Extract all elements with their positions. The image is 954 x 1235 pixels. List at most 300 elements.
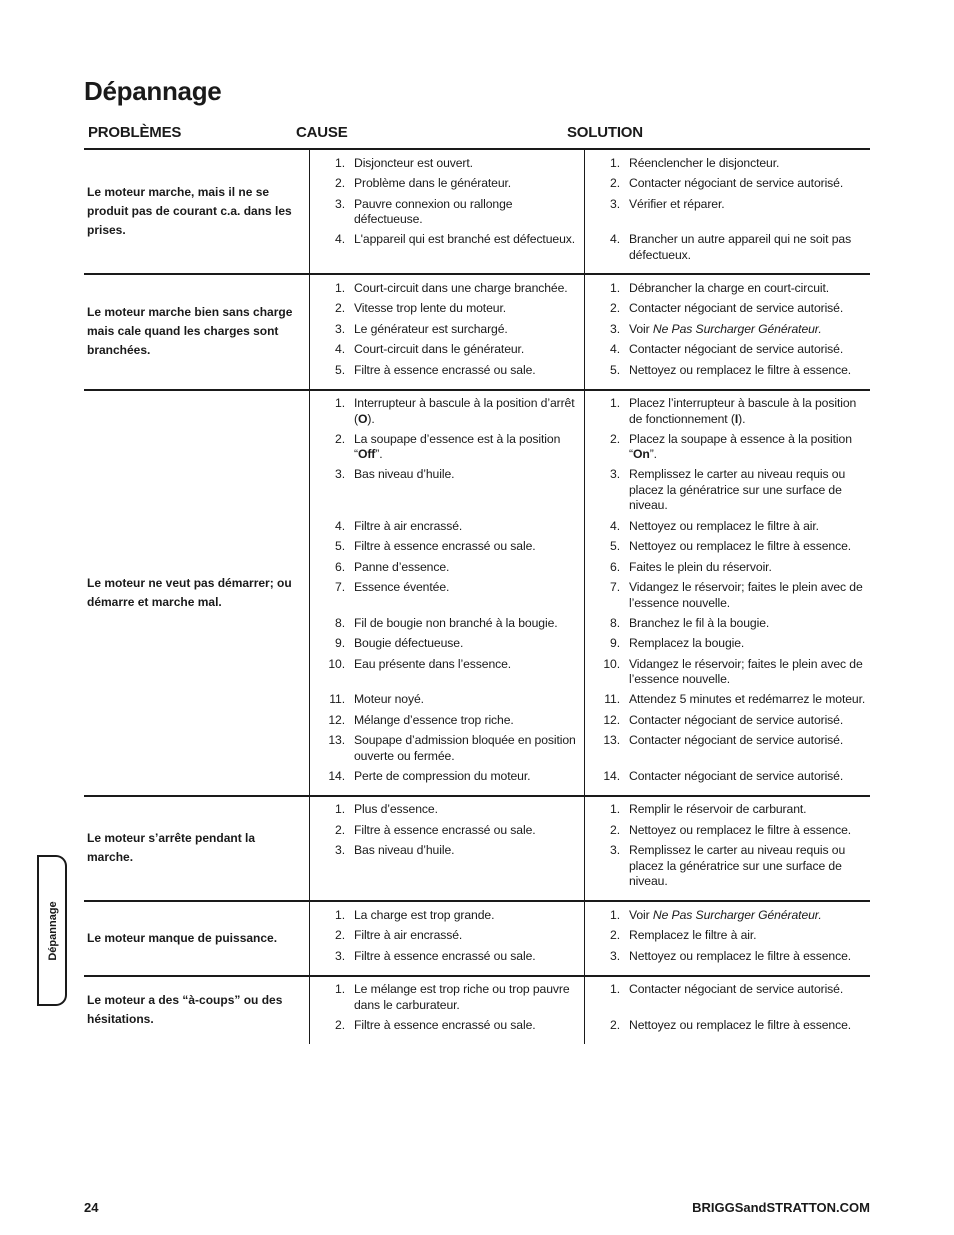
solution-text: [629, 281, 870, 297]
cause-cell: [310, 149, 585, 274]
solution-cell: [585, 390, 871, 796]
cause-number: 10.: [328, 656, 345, 671]
solution-text-main: Branchez le fil à la bougie.: [629, 615, 770, 630]
cause-text-main: L'appareil qui est branché est défectueux.: [354, 232, 576, 246]
cause-number: 4.: [335, 232, 345, 246]
cause-text-main: Soupape d’admission bloquée en position ouverte ou fermée.: [354, 733, 576, 763]
solution-text: [629, 982, 870, 1013]
solution-text: [629, 802, 870, 818]
solution-text-after: ”.: [649, 447, 657, 461]
cause-cell: [310, 901, 585, 976]
cause-item: [310, 197, 580, 228]
cause-text-main: Problème dans le générateur.: [354, 176, 512, 190]
solution-number: 4.: [610, 518, 620, 533]
solution-text-main: Remplacez le filtre à air.: [629, 928, 757, 942]
cause-text: [354, 363, 580, 379]
solution-number: 9.: [610, 636, 620, 650]
solution-number: 3.: [610, 196, 620, 211]
solution-item: [585, 616, 870, 632]
solution-text-main: Remplissez le carter au niveau requis ou placez la génératrice sur une surface de niveau.: [629, 467, 846, 512]
cause-text: [354, 982, 580, 1013]
cause-number: 4.: [335, 518, 345, 533]
cause-item: [310, 322, 580, 338]
problem-cell: Le moteur s’arrête pendant la marche.: [84, 796, 310, 902]
cause-text: [354, 802, 580, 818]
solution-number: 5.: [610, 539, 620, 553]
solution-text-main: Contacter négociant de service autorisé.: [629, 768, 844, 783]
solution-item: [585, 396, 870, 427]
cause-number: 14.: [328, 768, 345, 783]
cause-item: [310, 713, 580, 729]
solution-number: 1.: [610, 802, 620, 816]
solution-item: [585, 432, 870, 463]
cause-text-after: ”.: [375, 447, 383, 461]
cause-item: [310, 580, 580, 611]
cause-number: 1.: [335, 802, 345, 816]
solution-item: [585, 928, 870, 944]
cause-text-main: Le générateur est surchargé.: [354, 321, 508, 336]
cause-number: 2.: [335, 301, 345, 315]
cause-number: 3.: [335, 948, 345, 963]
cause-item: [310, 432, 580, 463]
cause-text: [354, 301, 580, 317]
solution-text: [629, 560, 870, 576]
cause-text: [354, 519, 580, 535]
solution-text: [629, 692, 870, 708]
cause-item: [310, 769, 580, 785]
cause-text-main: Filtre à air encrassé.: [354, 928, 463, 942]
solution-number: 2.: [610, 928, 620, 942]
cause-item: [310, 843, 580, 890]
cause-text-main: Filtre à essence encrassé ou sale.: [354, 948, 536, 963]
solution-cell: [585, 796, 871, 902]
solution-text-main: Contacter négociant de service autorisé.: [629, 982, 844, 996]
cause-cell: [310, 274, 585, 390]
cause-item: [310, 616, 580, 632]
solution-text: [629, 769, 870, 785]
cause-text-main: Pauvre connexion ou rallonge défectueuse.: [354, 196, 513, 226]
cause-text: [354, 616, 580, 632]
solution-item: [585, 301, 870, 317]
solution-text-main: Voir: [629, 907, 653, 922]
cause-number: 5.: [335, 539, 345, 553]
cause-text-main: Filtre à essence encrassé ou sale.: [354, 822, 536, 837]
cause-item: [310, 519, 580, 535]
solution-text: [629, 580, 870, 611]
cause-number: 6.: [335, 559, 345, 574]
cause-text-main: Bas niveau d’huile.: [354, 843, 455, 857]
solution-text: [629, 539, 870, 555]
solution-number: 1.: [610, 907, 620, 922]
problem-cell: Le moteur manque de puissance.: [84, 901, 310, 976]
solution-item: [585, 467, 870, 514]
cause-item: [310, 733, 580, 764]
cause-text: [354, 580, 580, 611]
cause-text: [354, 560, 580, 576]
page-title: Dépannage: [84, 76, 222, 106]
solution-list: [585, 281, 870, 379]
solution-text-main: Remplacez la bougie.: [629, 636, 745, 650]
cause-text: [354, 823, 580, 839]
solution-number: 2.: [610, 431, 620, 446]
solution-text-main: Contacter négociant de service autorisé.: [629, 176, 844, 190]
solution-item: [585, 823, 870, 839]
cause-text-main: Filtre à essence encrassé ou sale.: [354, 362, 536, 377]
problem-cell: Le moteur ne veut pas démarrer; ou démarre et marche mal.: [84, 390, 310, 796]
cause-text-main: Interrupteur à bascule à la position d’arrêt (: [354, 396, 575, 426]
solution-text: [629, 232, 870, 263]
cause-number: 9.: [335, 636, 345, 650]
cause-text: [354, 281, 580, 297]
solution-number: 2.: [610, 301, 620, 315]
solution-number: 3.: [610, 321, 620, 336]
solution-item: [585, 342, 870, 358]
cause-number: 12.: [328, 712, 345, 727]
cause-text: [354, 432, 580, 463]
solution-text-main: Remplissez le carter au niveau requis ou placez la génératrice sur une surface de niveau.: [629, 843, 846, 888]
problem-cell: Le moteur marche bien sans charge mais cale quand les charges sont branchées.: [84, 274, 310, 390]
cause-text-main: Fil de bougie non branché à la bougie.: [354, 615, 558, 630]
problem-row: [84, 274, 870, 390]
cause-number: 2.: [335, 928, 345, 942]
solution-number: 8.: [610, 615, 620, 630]
solution-text-main: Nettoyez ou remplacez le filtre à essence.: [629, 948, 852, 963]
solution-text: [629, 928, 870, 944]
cause-item: [310, 982, 580, 1013]
solution-item: [585, 949, 870, 965]
solution-cell: [585, 149, 871, 274]
solution-number: 3.: [610, 843, 620, 857]
cause-text: [354, 949, 580, 965]
solution-text-main: Réenclencher le disjoncteur.: [629, 155, 780, 170]
solution-text: [629, 823, 870, 839]
solution-number: 2.: [610, 822, 620, 837]
cause-item: [310, 539, 580, 555]
cause-text: [354, 156, 580, 172]
solution-list: [585, 396, 870, 785]
solution-text: [629, 733, 870, 764]
solution-item: [585, 982, 870, 1013]
cause-item: [310, 657, 580, 688]
solution-cell: [585, 901, 871, 976]
cause-text: [354, 692, 580, 708]
cause-text-main: La charge est trop grande.: [354, 907, 495, 922]
solution-text-italic: Ne Pas Surcharger Générateur.: [652, 321, 822, 336]
cause-item: [310, 301, 580, 317]
cause-text-main: Panne d’essence.: [354, 559, 450, 574]
cause-number: 3.: [335, 467, 345, 481]
solution-list: [585, 802, 870, 890]
website-url: BRIGGSandSTRATTON.COM: [692, 1200, 870, 1215]
solution-item: [585, 843, 870, 890]
cause-cell: [310, 390, 585, 796]
problem-row: [84, 901, 870, 976]
cause-text: [354, 176, 580, 192]
solution-item: [585, 580, 870, 611]
cause-text: [354, 322, 580, 338]
cause-list: [310, 982, 580, 1034]
cause-text: [354, 396, 580, 427]
cause-text-main: Bas niveau d’huile.: [354, 467, 455, 481]
solution-text: [629, 467, 870, 514]
solution-text-main: Remplir le réservoir de carburant.: [629, 802, 807, 816]
solution-text-main: Nettoyez ou remplacez le filtre à essence.: [629, 362, 852, 377]
solution-text-bold: On: [632, 447, 650, 461]
cause-text: [354, 467, 580, 514]
cause-text-main: Eau présente dans l’essence.: [354, 656, 512, 671]
cause-text: [354, 1018, 580, 1034]
header-solution: SOLUTION: [567, 124, 643, 141]
cause-text: [354, 713, 580, 729]
solution-text: [629, 156, 870, 172]
problem-cell: Le moteur a des “à-coups” ou des hésitations.: [84, 976, 310, 1044]
cause-item: [310, 560, 580, 576]
solution-text: [629, 616, 870, 632]
solution-text: [629, 396, 870, 427]
solution-item: [585, 1018, 870, 1034]
solution-number: 10.: [603, 656, 620, 671]
header-cause: CAUSE: [296, 124, 348, 141]
solution-item: [585, 197, 870, 228]
troubleshooting-table: [84, 148, 870, 1044]
solution-item: [585, 281, 870, 297]
cause-text-main: Filtre à essence encrassé ou sale.: [354, 539, 536, 553]
cause-item: [310, 156, 580, 172]
solution-number: 13.: [603, 733, 620, 747]
solution-text-main: Contacter négociant de service autorisé.: [629, 733, 844, 747]
solution-text-main: Placez la soupape à essence à la position “: [629, 431, 852, 461]
solution-text: [629, 713, 870, 729]
solution-text: [629, 363, 870, 379]
problem-row: [84, 390, 870, 796]
solution-item: [585, 769, 870, 785]
cause-number: 2.: [335, 176, 345, 190]
cause-number: 13.: [328, 733, 345, 747]
cause-number: 1.: [335, 907, 345, 922]
cause-text-main: Mélange d’essence trop riche.: [354, 712, 514, 727]
cause-list: [310, 281, 580, 379]
solution-item: [585, 908, 870, 924]
solution-number: 3.: [610, 467, 620, 481]
cause-text-main: Disjoncteur est ouvert.: [354, 155, 473, 170]
cause-text-main: Vitesse trop lente du moteur.: [354, 301, 507, 315]
solution-text-main: Nettoyez ou remplacez le filtre à essence.: [629, 1017, 852, 1032]
solution-text-main: Voir: [629, 321, 653, 336]
solution-number: 1.: [610, 396, 620, 410]
solution-item: [585, 733, 870, 764]
cause-text-main: Essence éventée.: [354, 580, 450, 594]
solution-text: [629, 432, 870, 463]
solution-item: [585, 713, 870, 729]
cause-number: 4.: [335, 342, 345, 356]
cause-item: [310, 636, 580, 652]
solution-item: [585, 539, 870, 555]
cause-text-bold: O: [357, 411, 368, 426]
cause-number: 3.: [335, 321, 345, 336]
solution-text: [629, 322, 870, 338]
solution-text-main: Brancher un autre appareil qui ne soit pas défectueux.: [629, 232, 852, 262]
cause-text: [354, 197, 580, 228]
solution-number: 2.: [610, 176, 620, 190]
solution-text: [629, 1018, 870, 1034]
solution-text: [629, 636, 870, 652]
cause-text: [354, 342, 580, 358]
cause-number: 1.: [335, 280, 345, 295]
cause-list: [310, 908, 580, 965]
solution-text-main: Contacter négociant de service autorisé.: [629, 301, 844, 315]
solution-text: [629, 657, 870, 688]
cause-number: 1.: [335, 982, 345, 996]
cause-number: 1.: [335, 155, 345, 170]
cause-item: [310, 1018, 580, 1034]
solution-cell: [585, 976, 871, 1044]
solution-list: [585, 156, 870, 264]
cause-item: [310, 232, 580, 263]
cause-number: 3.: [335, 843, 345, 857]
cause-text-main: Filtre à air encrassé.: [354, 518, 463, 533]
solution-text-main: Contacter négociant de service autorisé.: [629, 342, 844, 356]
solution-list: [585, 982, 870, 1034]
cause-text-main: Filtre à essence encrassé ou sale.: [354, 1017, 536, 1032]
solution-cell: [585, 274, 871, 390]
solution-number: 3.: [610, 948, 620, 963]
cause-text: [354, 657, 580, 688]
side-tab-label: Dépannage: [47, 901, 59, 961]
solution-number: 1.: [610, 982, 620, 996]
problem-row: [84, 796, 870, 902]
solution-text-main: Nettoyez ou remplacez le filtre à air.: [629, 518, 819, 533]
troubleshooting-table-body: [84, 149, 870, 1044]
solution-number: 11.: [604, 692, 620, 706]
solution-number: 1.: [610, 280, 620, 295]
cause-text-main: Le mélange est trop riche ou trop pauvre dans le carburateur.: [354, 982, 570, 1012]
header-problems: PROBLÈMES: [88, 124, 182, 141]
solution-list: [585, 908, 870, 965]
cause-number: 5.: [335, 362, 345, 377]
cause-item: [310, 176, 580, 192]
solution-text-after: ).: [738, 411, 746, 426]
cause-item: [310, 692, 580, 708]
solution-text-bold: I: [734, 411, 739, 426]
cause-item: [310, 281, 580, 297]
solution-text: [629, 176, 870, 192]
solution-text-main: Placez l’interrupteur à bascule à la position de fonctionnement (: [629, 396, 857, 426]
solution-item: [585, 560, 870, 576]
cause-cell: [310, 976, 585, 1044]
cause-item: [310, 949, 580, 965]
cause-text: [354, 636, 580, 652]
solution-text-main: Vidangez le réservoir; faites le plein avec de l’essence nouvelle.: [629, 656, 863, 686]
cause-item: [310, 467, 580, 514]
solution-text-main: Vérifier et réparer.: [629, 196, 725, 211]
cause-text-bold: Off: [357, 447, 376, 461]
solution-text-main: Débrancher la charge en court-circuit.: [629, 280, 830, 295]
solution-number: 7.: [610, 580, 620, 594]
solution-text: [629, 908, 870, 924]
solution-text: [629, 197, 870, 228]
cause-text-main: Perte de compression du moteur.: [354, 768, 531, 783]
solution-text: [629, 519, 870, 535]
cause-number: 2.: [335, 431, 345, 446]
cause-text: [354, 733, 580, 764]
cause-number: 3.: [335, 196, 345, 211]
problem-row: [84, 149, 870, 274]
solution-text-main: Faites le plein du réservoir.: [629, 559, 772, 574]
solution-item: [585, 636, 870, 652]
problem-cell: Le moteur marche, mais il ne se produit pas de courant c.a. dans les prises.: [84, 149, 310, 274]
solution-text-main: Nettoyez ou remplacez le filtre à essence.: [629, 822, 852, 837]
solution-item: [585, 176, 870, 192]
solution-item: [585, 692, 870, 708]
solution-number: 4.: [610, 232, 620, 246]
solution-text-main: Contacter négociant de service autorisé.: [629, 712, 844, 727]
solution-item: [585, 232, 870, 263]
cause-item: [310, 342, 580, 358]
cause-text: [354, 843, 580, 890]
solution-text: [629, 301, 870, 317]
solution-text: [629, 342, 870, 358]
solution-text-main: Nettoyez ou remplacez le filtre à essence.: [629, 539, 852, 553]
solution-text-main: Vidangez le réservoir; faites le plein avec de l’essence nouvelle.: [629, 580, 863, 610]
cause-cell: [310, 796, 585, 902]
cause-number: 11.: [329, 692, 345, 706]
solution-text-main: Attendez 5 minutes et redémarrez le moteur.: [629, 692, 866, 706]
solution-item: [585, 156, 870, 172]
cause-item: [310, 928, 580, 944]
cause-item: [310, 363, 580, 379]
solution-item: [585, 802, 870, 818]
solution-item: [585, 519, 870, 535]
solution-number: 6.: [610, 559, 620, 574]
cause-text-main: Court-circuit dans le générateur.: [354, 342, 525, 356]
cause-text: [354, 908, 580, 924]
cause-item: [310, 802, 580, 818]
cause-text-after: ).: [367, 411, 375, 426]
solution-item: [585, 363, 870, 379]
cause-list: [310, 396, 580, 785]
cause-text-main: Plus d’essence.: [354, 802, 438, 816]
cause-number: 1.: [335, 396, 345, 410]
cause-text-main: La soupape d’essence est à la position “: [354, 431, 561, 461]
cause-list: [310, 156, 580, 264]
cause-text-main: Bougie défectueuse.: [354, 636, 464, 650]
cause-number: 8.: [335, 615, 345, 630]
solution-text: [629, 843, 870, 890]
cause-text: [354, 539, 580, 555]
cause-text: [354, 928, 580, 944]
solution-number: 4.: [610, 342, 620, 356]
page-number: 24: [84, 1200, 99, 1215]
cause-number: 2.: [335, 1017, 345, 1032]
cause-number: 7.: [335, 580, 345, 594]
solution-text-italic: Ne Pas Surcharger Générateur.: [652, 907, 822, 922]
cause-text: [354, 769, 580, 785]
cause-number: 2.: [335, 822, 345, 837]
solution-number: 5.: [610, 362, 620, 377]
cause-item: [310, 396, 580, 427]
solution-number: 14.: [603, 768, 620, 783]
solution-number: 2.: [610, 1017, 620, 1032]
solution-text: [629, 949, 870, 965]
solution-item: [585, 322, 870, 338]
cause-item: [310, 908, 580, 924]
problem-row: [84, 976, 870, 1044]
cause-item: [310, 823, 580, 839]
cause-text-main: Court-circuit dans une charge branchée.: [354, 280, 568, 295]
cause-list: [310, 802, 580, 890]
solution-item: [585, 657, 870, 688]
cause-text-main: Moteur noyé.: [354, 692, 424, 706]
